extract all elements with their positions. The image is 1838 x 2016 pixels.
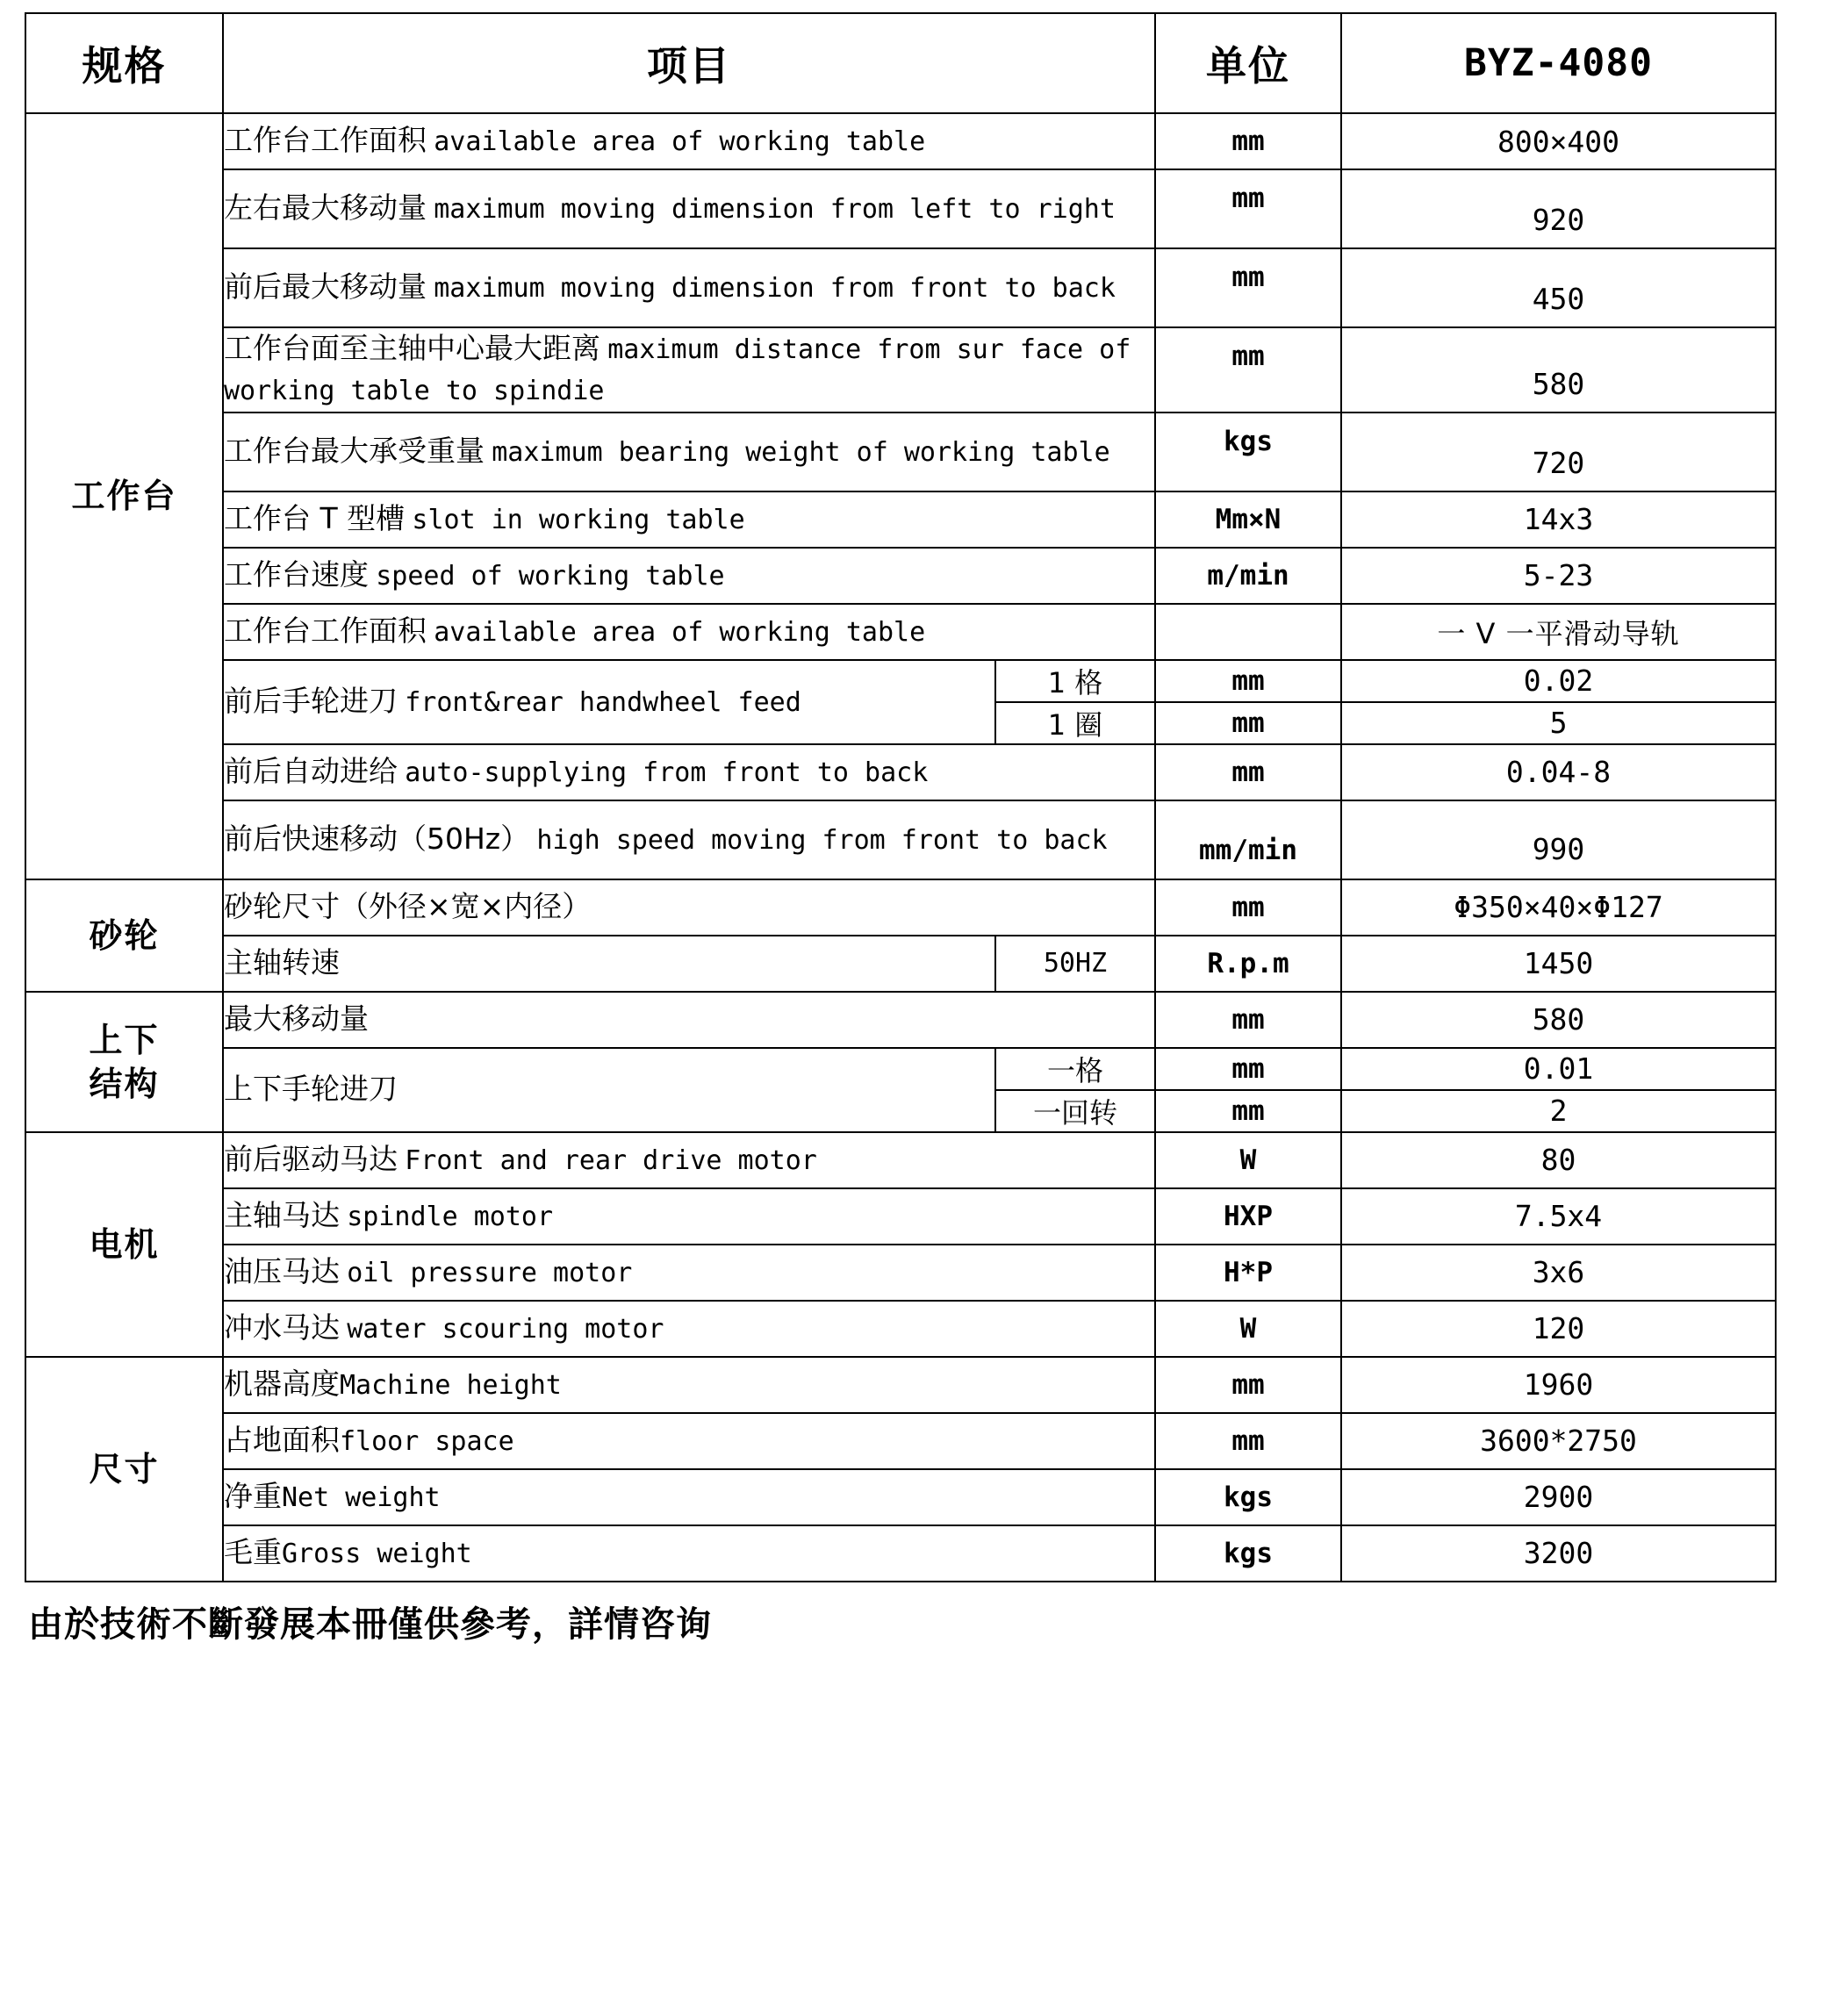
value-cell: 7.5x4 [1341,1188,1776,1245]
table-row [25,491,1776,548]
item-label-en: maximum distance from sur face of working table to spindie [224,334,1131,406]
unit-cell: mm [1155,1357,1341,1413]
table-row [25,1301,1776,1357]
table-row [25,1413,1776,1469]
item-label-cn: 上下手轮进刀 [224,1071,398,1106]
item-label-en: front&rear handwheel feed [405,686,801,718]
table-row [25,248,1776,327]
unit-cell: mm [1155,169,1341,248]
unit-cell: R.p.m [1155,936,1341,992]
value-cell: 0.01 [1341,1048,1776,1090]
item-label-cn: 毛重 [224,1534,282,1569]
unit-cell: W [1155,1301,1341,1357]
unit-cell: kgs [1155,413,1341,491]
value-cell: 14x3 [1341,491,1776,548]
item-label-cn: 前后自动进给 [224,753,398,788]
item-label-en: Machine height [340,1369,562,1401]
value-cell: 3600*2750 [1341,1413,1776,1469]
unit-cell: m/min [1155,548,1341,604]
value-cell: 0.04-8 [1341,744,1776,800]
item-label-en: available area of working table [434,126,926,158]
unit-cell: mm [1155,1048,1341,1090]
item-label-cn: 工作台速度 [224,556,369,592]
table-row [25,800,1776,879]
value-cell: 800×400 [1341,113,1776,169]
item-label-cn: 油压马达 [224,1253,340,1288]
value-cell: 80 [1341,1132,1776,1188]
item-label-en: water scouring motor [347,1313,664,1345]
item-label-cn: 前后手轮进刀 [224,683,398,718]
item-label-en: high speed moving from front to back [536,824,1108,856]
value-cell: 2900 [1341,1469,1776,1525]
footnote: 由於技術不斷發展本冊僅供參考，詳情咨询 [28,1603,712,1645]
item-label [223,800,1155,879]
group-label-vertical-structure: 上下 结构 [25,992,223,1132]
sub-label: 1 圈 [995,702,1155,744]
item-label [223,1469,1155,1525]
item-label [223,548,1155,604]
unit-cell: mm [1155,1090,1341,1132]
value-cell: 一 V 一平滑动导轨 [1341,604,1776,660]
item-label [223,744,1155,800]
item-label [223,1357,1155,1413]
item-label-en: oil pressure motor [347,1257,633,1288]
item-label-cn: 前后驱动马达 [224,1141,398,1176]
item-label [223,113,1155,169]
value-cell: 1450 [1341,936,1776,992]
item-label-cn: 工作台工作面积 [224,123,427,158]
table-row [25,1245,1776,1301]
unit-cell: HXP [1155,1188,1341,1245]
table-row [25,1525,1776,1582]
item-label-en: Net weight [282,1482,441,1513]
item-label [223,992,1155,1048]
value-cell: 580 [1341,992,1776,1048]
item-label-cn: 工作台面至主轴中心最大距离 [224,331,600,365]
group-label-worktable: 工作台 [25,113,223,879]
item-label-en: Front and rear drive motor [405,1144,817,1176]
unit-cell: H*P [1155,1245,1341,1301]
unit-cell: kgs [1155,1469,1341,1525]
table-row [25,604,1776,660]
item-label-cn: 左右最大移动量 [224,190,427,226]
unit-cell: Mm×N [1155,491,1341,548]
table-row [25,936,1776,992]
unit-cell: mm [1155,992,1341,1048]
item-label-cn: 占地面积 [224,1422,340,1457]
table-row [25,1188,1776,1245]
table-row [25,113,1776,169]
table-row [25,992,1776,1048]
item-label [223,1245,1155,1301]
group-label-grinding-wheel: 砂轮 [25,879,223,992]
item-label-cn: 前后快速移动（50Hz） [224,821,530,856]
unit-cell: mm [1155,248,1341,327]
table-row [25,548,1776,604]
table-row [25,660,1776,702]
item-label [223,660,995,744]
item-label-cn: 主轴马达 [224,1197,340,1232]
sub-label: 50HZ [995,936,1155,992]
item-label-en: speed of working table [376,560,725,592]
item-label-en: available area of working table [434,616,926,648]
item-label [223,1525,1155,1582]
value-cell: 990 [1341,800,1776,879]
header-model: BYZ-4080 [1341,13,1776,113]
item-label-cn: 净重 [224,1478,282,1513]
item-label [223,413,1155,491]
item-label-en: maximum moving dimension from front to back [434,273,1116,305]
unit-cell: mm [1155,660,1341,702]
header-spec: 规格 [25,13,223,113]
table-row [25,169,1776,248]
item-label-en: auto-supplying from front to back [405,757,929,788]
item-label [223,169,1155,248]
table-row [25,1469,1776,1525]
item-label-cn: 前后最大移动量 [224,269,427,305]
item-label [223,327,1155,413]
item-label-en: spindle motor [347,1201,554,1232]
item-label-cn: 机器高度 [224,1366,340,1401]
unit-cell: mm [1155,744,1341,800]
item-label-en: Gross weight [282,1538,472,1569]
item-label [223,1301,1155,1357]
item-label-cn: 冲水马达 [224,1309,340,1345]
table-row [25,744,1776,800]
value-cell: Φ350×40×Φ127 [1341,879,1776,936]
item-label-en: floor space [340,1425,514,1457]
item-label [223,248,1155,327]
item-label-en: maximum bearing weight of working table [492,436,1110,468]
value-cell: 5 [1341,702,1776,744]
item-label [223,1188,1155,1245]
value-cell: 720 [1341,413,1776,491]
table-row [25,879,1776,936]
value-cell: 5-23 [1341,548,1776,604]
value-cell: 3200 [1341,1525,1776,1582]
item-label-cn: 最大移动量 [224,1001,369,1036]
item-label [223,491,1155,548]
table-row [25,1132,1776,1188]
unit-cell: mm [1155,327,1341,413]
group-label-motor: 电机 [25,1132,223,1357]
sub-label: 一格 [995,1048,1155,1090]
item-label [223,879,1155,936]
table-row [25,1357,1776,1413]
unit-cell: mm [1155,702,1341,744]
header-item: 项目 [223,13,1155,113]
value-cell: 1960 [1341,1357,1776,1413]
value-cell: 120 [1341,1301,1776,1357]
specification-table [25,12,1777,1582]
item-label-cn: 工作台 T 型槽 [224,500,406,535]
value-cell: 0.02 [1341,660,1776,702]
value-cell: 920 [1341,169,1776,248]
table-header-row [25,13,1776,113]
group-label-dimensions: 尺寸 [25,1357,223,1582]
unit-cell: mm [1155,1413,1341,1469]
unit-cell: mm [1155,113,1341,169]
item-label [223,1132,1155,1188]
unit-cell: mm/min [1155,800,1341,879]
item-label-en: slot in working table [412,504,745,535]
table-row [25,327,1776,413]
table-row [25,1048,1776,1090]
sub-label: 一回转 [995,1090,1155,1132]
item-label-cn: 主轴转速 [224,944,340,979]
sub-label: 1 格 [995,660,1155,702]
value-cell: 3x6 [1341,1245,1776,1301]
table-row [25,413,1776,491]
value-cell: 580 [1341,327,1776,413]
item-label-en: maximum moving dimension from left to right [434,194,1116,226]
item-label-cn: 工作台最大承受重量 [224,433,485,468]
unit-cell [1155,604,1341,660]
unit-cell: kgs [1155,1525,1341,1582]
item-label [223,1048,995,1132]
value-cell: 2 [1341,1090,1776,1132]
item-label [223,936,995,992]
item-label [223,1413,1155,1469]
item-label-cn: 工作台工作面积 [224,613,427,648]
value-cell: 450 [1341,248,1776,327]
unit-cell: W [1155,1132,1341,1188]
item-label [223,604,1155,660]
header-unit: 单位 [1155,13,1341,113]
unit-cell: mm [1155,879,1341,936]
item-label-cn: 砂轮尺寸（外径×宽×内径） [224,888,592,923]
